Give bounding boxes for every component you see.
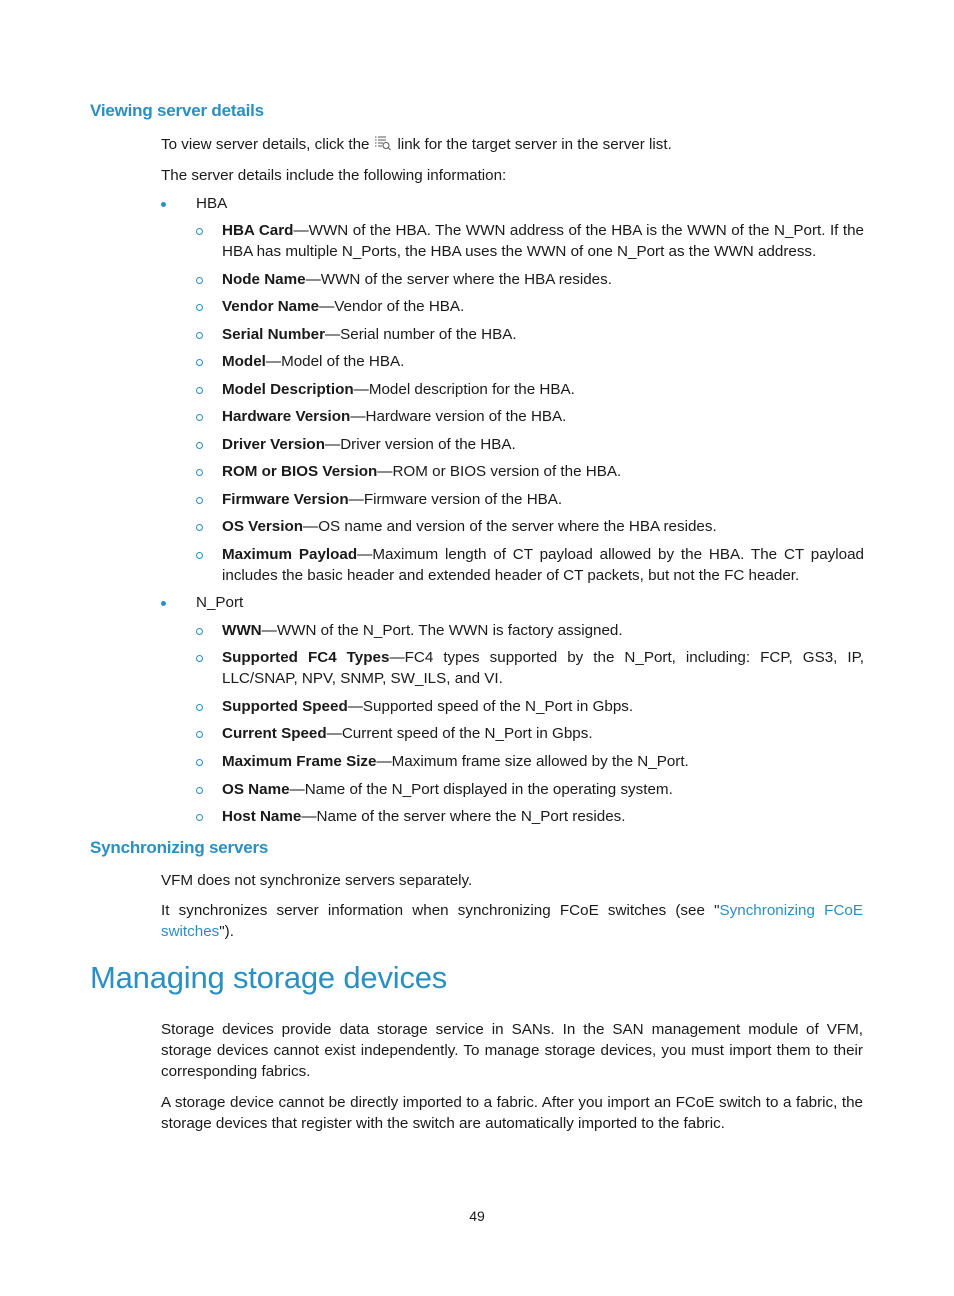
term: Vendor Name [222,298,320,315]
term-description: —Maximum length of CT payload allowed by the HBA. The CT payload includes the basic header and extended header of CT packets, but not the FC header. [222,546,864,584]
term: Host Name [222,808,302,825]
term: Model Description [222,381,354,398]
term-description: —ROM or BIOS version of the HBA. [377,463,622,480]
sub-bullet-text [222,647,864,689]
page-number: 49 [469,1208,485,1224]
sub-bullet-text [222,379,864,400]
term: WWN [222,622,262,639]
term: Model [222,353,266,370]
term: Serial Number [222,326,325,343]
bullet-circle [196,628,203,635]
term-description: —Firmware version of the HBA. [348,491,563,508]
term-description: —Model description for the HBA. [353,381,575,398]
bullet-circle [196,359,203,366]
sub-bullet-text [222,220,864,262]
sub-bullet-text [222,269,864,290]
bullet-circle [196,277,203,284]
term-description: —OS name and version of the server where the HBA resides. [303,518,717,535]
term: OS Version [222,518,304,535]
sub-bullet-text [222,406,864,427]
term: Firmware Version [222,491,349,508]
bullet-circle [196,387,203,394]
sub-bullet-text [222,620,864,641]
heading-viewing-server-details: Viewing server details [90,101,264,120]
sub-bullet-text [222,296,864,317]
term: Driver Version [222,436,325,453]
bullet-circle [196,731,203,738]
term-description: —Serial number of the HBA. [324,326,517,343]
sub-bullet-text [222,516,864,537]
term: Node Name [222,271,306,288]
sub-bullet-text [222,696,864,717]
term-description: —Current speed of the N_Port in Gbps. [326,725,593,742]
bullet-circle [196,442,203,449]
term-description: —WWN of the N_Port. The WWN is factory assigned. [261,622,623,639]
heading-synchronizing-servers: Synchronizing servers [90,838,269,857]
sub-bullet-text [222,723,864,744]
term-description: —FC4 types supported by the N_Port, including: FCP, GS3, IP, LLC/SNAP, NPV, SNMP, SW_ILS, and VI. [222,649,865,687]
term: Maximum Payload [222,546,358,563]
sub-bullet-text [222,779,864,800]
intro-paragraph: To view server details, click the link for the target server in the server list. [161,136,672,153]
term-description: —Model of the HBA. [265,353,405,370]
bullet-circle [196,655,203,662]
bullet-circle [196,414,203,421]
term: Current Speed [222,725,327,742]
term-description: —WWN of the server where the HBA resides. [305,271,612,288]
storage-paragraph-1: Storage devices provide data storage service in SANs. In the SAN management module of VFM, storage devices cannot exist independently. To manage storage devices, you must import them to their corresponding fabrics. [161,1021,863,1080]
sync-paragraph-1: VFM does not synchronize servers separately. [161,872,473,889]
heading-managing-storage-devices: Managing storage devices [90,960,448,995]
link-synchronizing-fcoe-switches[interactable]: Synchronizing FCoE switches [161,902,863,940]
bullet-circle [196,552,203,559]
intro-paragraph-2: The server details include the following information: [161,167,507,184]
bullet-circle [196,787,203,794]
bullet-circle [196,759,203,766]
sub-bullet-text [222,489,864,510]
sub-bullet-text [222,434,864,455]
term-description: —Driver version of the HBA. [325,436,516,453]
term: Maximum Frame Size [222,753,377,770]
bullet-circle [196,704,203,711]
term-description: —Maximum frame size allowed by the N_Port. [376,753,689,770]
bullet-circle [196,814,203,821]
sub-bullet-text [222,324,864,345]
sub-bullet-text [222,544,864,586]
sub-bullet-text [222,351,864,372]
term: HBA Card [222,222,294,239]
bullet-circle [196,228,203,235]
storage-paragraph-2: A storage device cannot be directly imported to a fabric. After you import an FCoE switch to a fabric, the storage devices that register with the switch are automatically imported to the fabric. [161,1094,863,1132]
term: OS Name [222,781,290,798]
bullet-circle [196,304,203,311]
sub-bullet-text [222,461,864,482]
term-description: —Name of the server where the N_Port resides. [301,808,626,825]
bullet-dot [161,601,166,606]
term-description: —Supported speed of the N_Port in Gbps. [347,698,634,715]
term: ROM or BIOS Version [222,463,378,480]
bullet-dot [161,202,166,207]
sub-bullet-text [222,806,864,827]
bullet-circle [196,497,203,504]
bullet-circle [196,332,203,339]
sub-bullet-text [222,751,864,772]
term-description: —WWN of the HBA. The WWN address of the HBA is the WWN of the N_Port. If the HBA has multiple N_Ports, the HBA uses the WWN of one N_Port as the WWN address. [222,222,864,260]
document-page: Viewing server details To view server details, click the link for the target server in the server list. The server details include the following information: HBA HBA Card—WWN of the HBA. The WWN address of the HBA is the WWN of the N_Port. If the HBA has multiple N_Ports, the HBA uses the WWN of one N_Port as the WWN address. Node Name—WWN of the server where the HBA resides. Vendor Name—Vendor of the HBA. Serial Number—Serial number of the HBA. Model—Model of the HBA. Model Description—Model description for the HBA. Hardware Version—Hardware version of the HBA. Driver Version—Driver version of the HBA. ROM or BIOS Version—ROM or BIOS version of the HBA. Firmware Version—Firmware version of the HBA. OS Version—OS name and version of the server where the HBA resides. Maximum Payload—Maximum length of CT payload allowed by the HBA. The CT payload includes the basic header and extended header of CT packets, but not the FC header. N_Port WWN—WWN of the N_Port. The WWN is factory assigned. Supported FC4 Types—FC4 types supported by the N_Port, including: FCP, GS3, IP, LLC/SNAP, NPV, SNMP, SW_ILS, and VI. Supported Speed—Supported speed of the N_Port in Gbps. Current Speed—Current speed of the N_Port in Gbps. Maximum Frame Size—Maximum frame size allowed by the N_Port. OS Name—Name of the N_Port displayed in the operating system. Host Name—Name of the server where the N_Port resides. Synchronizing servers VFM does not synchronize servers separately. It synchronizes server information when synchronizing FCoE switches (see "Synchronizing FCoE switches"). Managing storage devices Storage devices provide data storage service in SANs. In the SAN management module of VFM, storage devices cannot exist independently. To manage storage devices, you must import them to their corresponding fabrics. A storage device cannot be directly imported to a fabric. After you import an FCoE switch to a fabric, the storage devices that register with the switch are automatically imported to the fabric. 49 [0,0,954,1296]
term-description: —Hardware version of the HBA. [350,408,567,425]
term: Hardware Version [222,408,351,425]
bullet-circle [196,469,203,476]
bullet-circle [196,524,203,531]
term-description: —Vendor of the HBA. [319,298,465,315]
term: Supported Speed [222,698,348,715]
sync-paragraph-2: It synchronizes server information when synchronizing FCoE switches (see "Synchronizing FCoE switches"). [161,902,863,940]
term: Supported FC4 Types [222,649,390,666]
term-description: —Name of the N_Port displayed in the operating system. [289,781,673,798]
details-list-icon[interactable] [374,135,392,151]
